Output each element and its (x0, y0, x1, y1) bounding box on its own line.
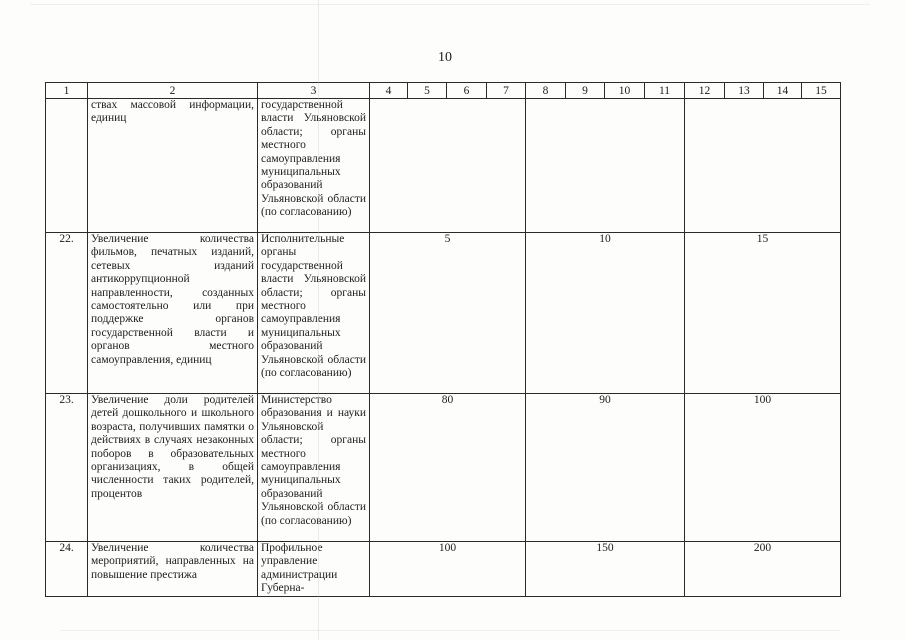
responsible-body: Министерство образования и науки Ульяновской области; органы местного самоуправления муниципальных образований Ульяновской области (по согласованию) (258, 394, 370, 542)
responsible-body: Исполнительные органы государственной власти Ульяновской области; органы местного самоуправления муниципальных образований Ульяновской области (по согласованию) (258, 233, 370, 394)
indicators-table (45, 82, 841, 597)
column-number: 1 (46, 83, 88, 99)
row-number: 23. (46, 394, 88, 542)
column-number: 13 (725, 83, 764, 99)
responsible-body: Профильное управление администрации Губерна- (258, 542, 370, 597)
value-year-1 (370, 99, 526, 233)
column-number: 9 (566, 83, 605, 99)
indicator-description: Увеличение доли родителей детей дошкольного и школьного возраста, получивших памятки о действиях в случаях незаконных поборов в образовательных организациях, в общей численности таких родителей, процентов (88, 394, 258, 542)
value-year-3 (685, 99, 841, 233)
row-number: 22. (46, 233, 88, 394)
value-year-1: 5 (370, 233, 526, 394)
column-number: 14 (764, 83, 802, 99)
indicator-description: Увеличение количества фильмов, печатных изданий, сетевых изданий антикоррупционной направленности, созданных самостоятельно или при поддержке органов государственной власти и органов местного самоуправления, единиц (88, 233, 258, 394)
scan-bottom-edge (60, 630, 840, 631)
column-number: 2 (88, 83, 258, 99)
value-year-2 (526, 99, 685, 233)
column-number: 8 (526, 83, 566, 99)
column-number: 5 (408, 83, 447, 99)
page-number: 10 (438, 50, 452, 65)
value-year-2: 90 (526, 394, 685, 542)
scan-crease-line (318, 0, 319, 640)
value-year-3: 15 (685, 233, 841, 394)
value-year-1: 100 (370, 542, 526, 597)
column-number: 11 (645, 83, 685, 99)
column-number: 7 (487, 83, 526, 99)
scan-top-edge (30, 4, 870, 5)
value-year-1: 80 (370, 394, 526, 542)
table-row (46, 394, 841, 542)
value-year-2: 10 (526, 233, 685, 394)
column-number: 12 (685, 83, 725, 99)
column-numbers-row (46, 83, 841, 99)
table-row (46, 542, 841, 597)
value-year-3: 100 (685, 394, 841, 542)
value-year-3: 200 (685, 542, 841, 597)
responsible-body: государственной власти Ульяновской области; органы местного самоуправления муниципальных образований Ульяновской области (по согласованию) (258, 99, 370, 233)
column-number: 4 (370, 83, 408, 99)
column-number: 6 (447, 83, 487, 99)
column-number: 10 (605, 83, 645, 99)
column-number: 15 (802, 83, 841, 99)
value-year-2: 150 (526, 542, 685, 597)
indicator-description: ствах массовой информации, единиц (88, 99, 258, 233)
table-row (46, 233, 841, 394)
table-row (46, 99, 841, 233)
row-number (46, 99, 88, 233)
column-number: 3 (258, 83, 370, 99)
indicator-description: Увеличение количества мероприятий, направленных на повышение престижа (88, 542, 258, 597)
row-number: 24. (46, 542, 88, 597)
